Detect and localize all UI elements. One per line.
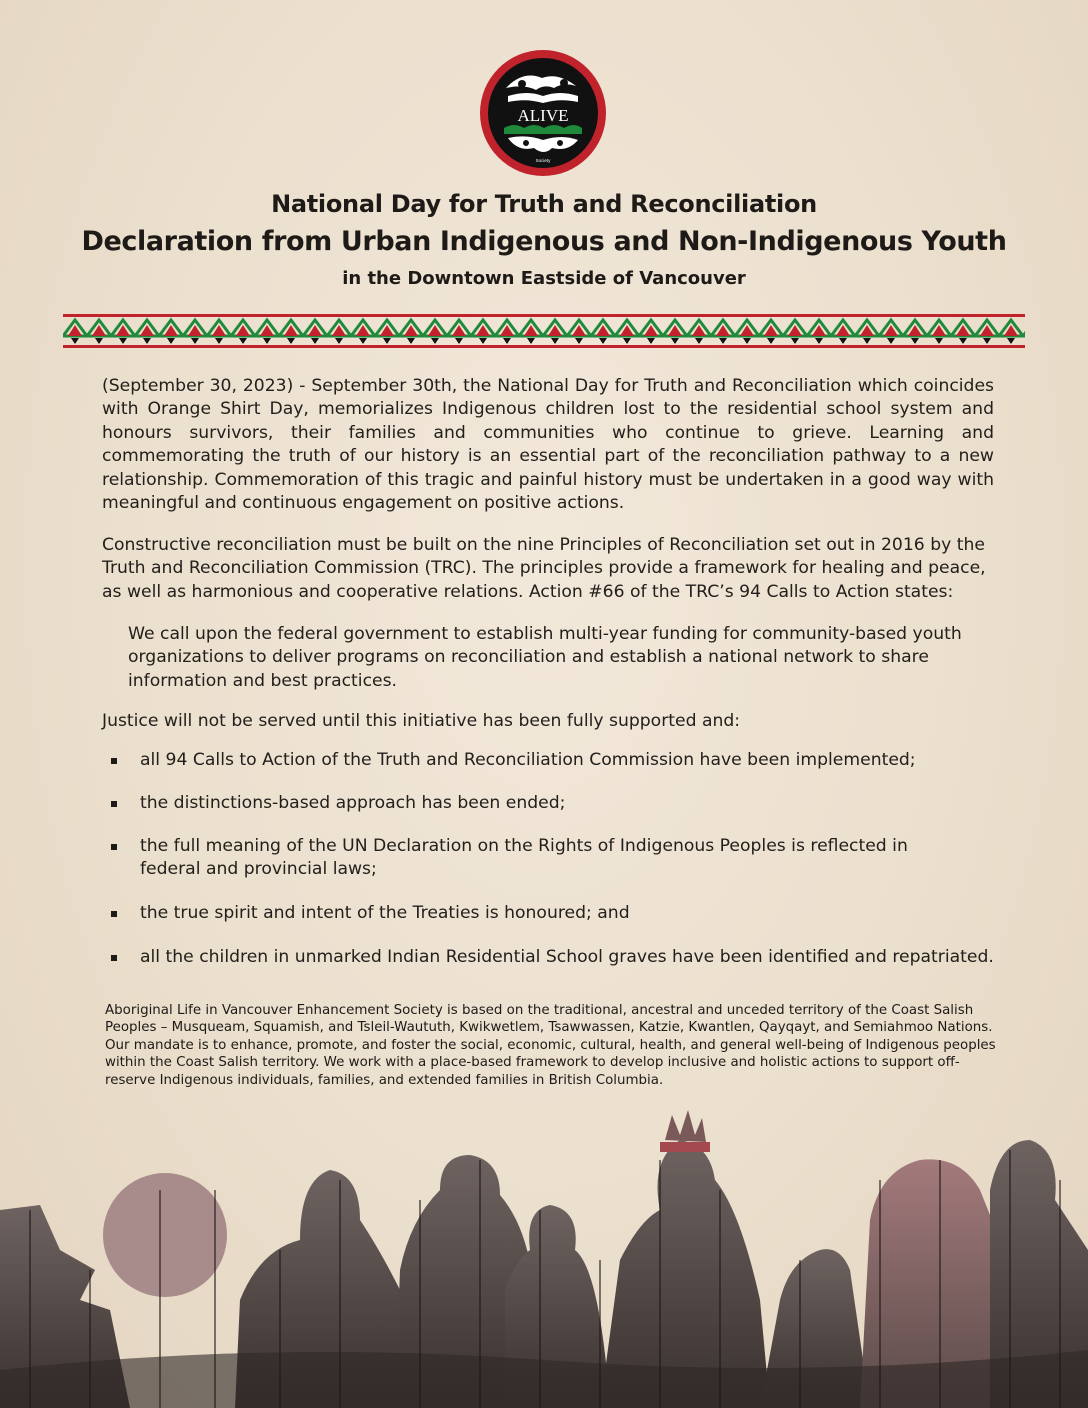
- zigzag-border: [63, 314, 1025, 348]
- title-line-1: National Day for Truth and Reconciliation: [271, 190, 817, 218]
- society-description: Aboriginal Life in Vancouver Enhancement Society is based on the traditional, ancestral and unceded territory of the Coast Salish Peoples – Musqueam, Squamish, and Tsleil-Waututh, Kwikwetlem, Tsawwassen, Katzie, Kwantlen, Qayqayt, and Semiahmoo Nations. Our mandate is to enhance, promote, and foster the social, economic, cultural, health, and general well-being of Indigenous peoples within the Coast Salish territory. We work with a place-based framework to develop inclusive and holistic actions to support off-reserve Indigenous individuals, families, and extended families in British Columbia.: [105, 1003, 996, 1088]
- list-item-text: the true spirit and intent of the Treaties is honoured; and: [140, 903, 630, 923]
- bullet-icon: [111, 955, 117, 961]
- intro-paragraph: (September 30, 2023) - September 30th, the National Day for Truth and Reconciliation which coincides with Orange Shirt Day, memorializes Indigenous children lost to the residential school system and honours survivors, their families and communities who continue to grieve. Learning and commemorating the truth of our history is an essential part of the reconciliation pathway to a new relationship. Commemoration of this tragic and painful history must be undertaken in a good way with meaningful and continuous engagement on positive actions.: [102, 376, 994, 514]
- list-item-text: all 94 Calls to Action of the Truth and Reconciliation Commission have been implemented;: [140, 750, 916, 770]
- bullet-icon: [111, 801, 117, 807]
- list-item-text: the distinctions-based approach has been ended;: [140, 793, 566, 813]
- call-to-action-quote: We call upon the federal government to establish multi-year funding for community-based youth organizations to deliver programs on reconciliation and establish a national network to share information and best practices.: [128, 624, 962, 691]
- bullet-icon: [111, 911, 117, 917]
- bullet-icon: [111, 758, 117, 764]
- justice-paragraph: Justice will not be served until this initiative has been fully supported and:: [102, 711, 741, 731]
- logo-bottom-text: Society: [535, 158, 551, 163]
- title-line-2: Declaration from Urban Indigenous and Non-Indigenous Youth: [81, 226, 1007, 257]
- alive-logo: [478, 48, 608, 178]
- bullet-icon: [111, 844, 117, 850]
- title-line-3: in the Downtown Eastside of Vancouver: [342, 268, 746, 289]
- list-item-text: the full meaning of the UN Declaration on the Rights of Indigenous Peoples is reflected in federal and provincial laws;: [140, 836, 908, 880]
- logo-name: ALIVE: [517, 106, 569, 125]
- list-item-text: all the children in unmarked Indian Residential School graves have been identified and repatriated.: [140, 947, 994, 967]
- youth-silhouettes-art: [0, 1100, 1088, 1408]
- principles-paragraph: Constructive reconciliation must be built on the nine Principles of Reconciliation set out in 2016 by the Truth and Reconciliation Commission (TRC). The principles provide a framework for healing and peace, as well as harmonious and cooperative relations. Action #66 of the TRC’s 94 Calls to Action states:: [102, 535, 986, 602]
- logo-arc-text: Aboriginal Life in Vancouver Enhancement: [491, 59, 595, 104]
